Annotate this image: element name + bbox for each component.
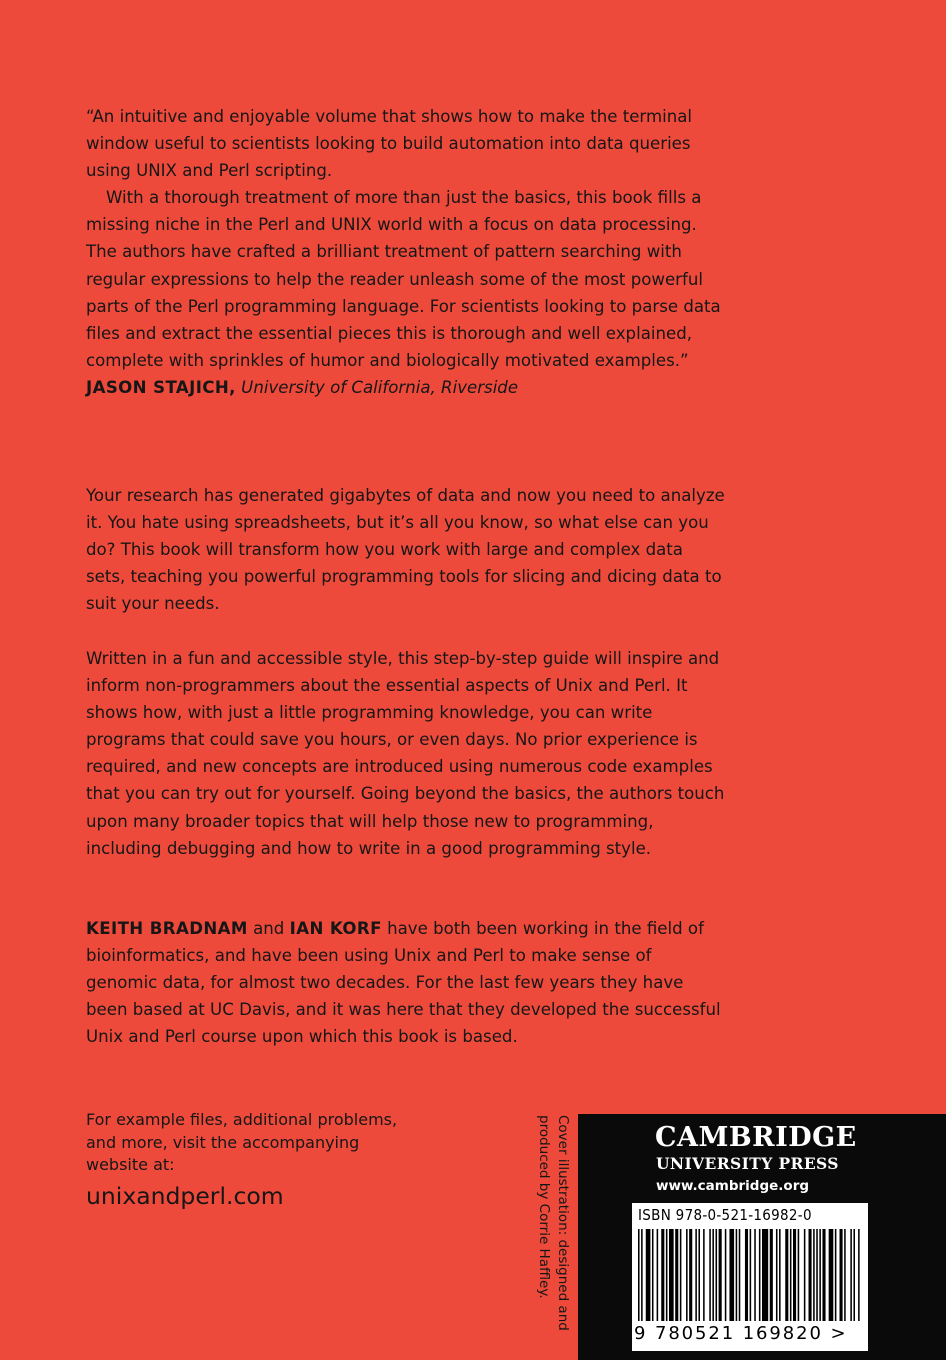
- description-text-1: Your research has generated gigabytes of data and now you need to analyze it. You hate using spreadsheets, but it’s all you know, so what else can you do? This book will transform how you work with large and complex data sets, teaching you powerful programming tools for slicing and dicing data to suit your needs.: [86, 486, 725, 614]
- publisher-panel: [578, 1114, 946, 1360]
- quote-affiliation: University of California, Riverside: [241, 377, 519, 397]
- bio-conjunction: and: [253, 919, 285, 938]
- publisher-subtitle: UNIVERSITY PRESS: [656, 1154, 839, 1173]
- barcode-panel: [632, 1203, 868, 1351]
- description-paragraph-2: [86, 645, 726, 862]
- author-bio: [86, 915, 726, 1050]
- publisher-url[interactable]: www.cambridge.org: [656, 1178, 810, 1194]
- author-name-1: KEITH BRADNAM: [86, 919, 248, 938]
- bio-text: have both been working in the field of bioinformatics, and have been using Unix and Perl to make sense of genomic data, for almost two decades. For the last few years they have been based at UC Davis, and it was here that they developed the successful Unix and Perl course upon which this book is based.: [86, 919, 721, 1047]
- quote-text-continued: With a thorough treatment of more than just the basics, this book fills a missing niche in the Perl and UNIX world with a focus on data processing. The authors have crafted a brilliant treatment of pattern searching with regular expressions to help the reader unleash some of the most powerful parts of the Perl programming language. For scientists looking to parse data files and extract the essential pieces this is thorough and well explained, complete with sprinkles of humor and biologically motivated examples.”: [86, 188, 721, 370]
- isbn-label: ISBN 978-0-521-16982-0: [638, 1206, 812, 1224]
- quote-author: JASON STAJICH,: [86, 377, 236, 397]
- description-text-2: Written in a fun and accessible style, this step-by-step guide will inspire and inform non-programmers about the essential aspects of Unix and Perl. It shows how, with just a little programming knowledge, you can write programs that could save you hours, or even days. No prior experience is required, and new concepts are introduced using numerous code examples that you can try out for yourself. Going beyond the basics, the authors touch upon many broader topics that will help those new to programming, including debugging and how to write in a good programming style.: [86, 649, 725, 858]
- website-intro: For example files, additional problems, and more, visit the accompanying website at:: [86, 1110, 398, 1174]
- quote-text: “An intuitive and enjoyable volume that shows how to make the terminal window useful to scientists looking to build automation into data queries using UNIX and Perl scripting.: [86, 107, 693, 181]
- website-info: [86, 1109, 416, 1213]
- website-link[interactable]: unixandperl.com: [86, 1181, 284, 1210]
- author-name-2: IAN KORF: [289, 919, 382, 938]
- publisher-name: CAMBRIDGE: [655, 1122, 857, 1153]
- quote-signature: [86, 374, 726, 401]
- description-paragraph-1: [86, 482, 726, 617]
- cover-credit: Cover illustration: designed and produced by Corrie Haffley.: [536, 1115, 571, 1331]
- review-quote: [86, 103, 726, 401]
- barcode-icon: [636, 1229, 864, 1325]
- barcode-digits: 9 780521 169820 >: [634, 1323, 848, 1344]
